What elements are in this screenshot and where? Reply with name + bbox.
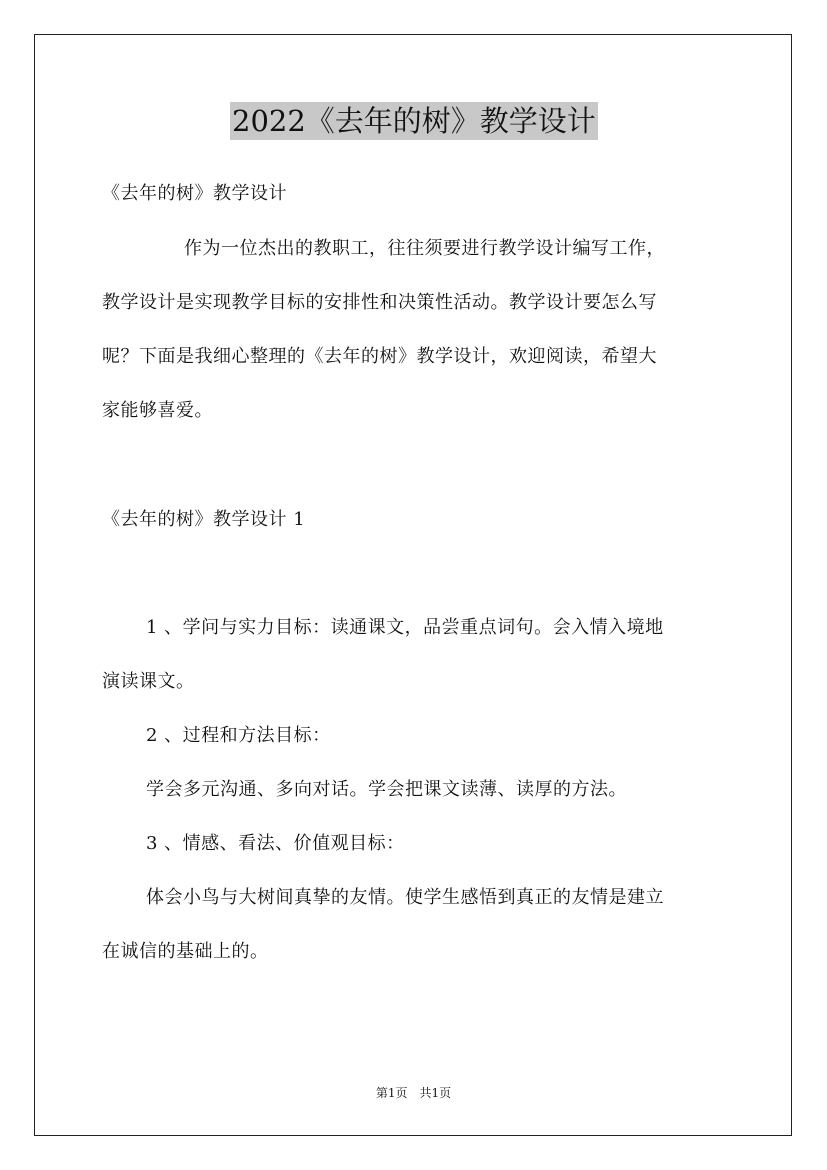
goal1-line: 1 、学问与实力目标：读通课文，品尝重点词句。会入情入境地 — [146, 617, 664, 638]
goal2-text: 学会多元沟通、多向对话。学会把课文读薄、读厚的方法。 — [146, 779, 627, 800]
page-footer: 第1页 共1页 — [375, 1086, 452, 1100]
subtitle: 《去年的树》教学设计 — [102, 183, 287, 204]
section-heading: 《去年的树》教学设计 1 — [102, 509, 306, 530]
intro-line: 家能够喜爱。 — [102, 400, 213, 421]
goal1-line: 演读课文。 — [102, 671, 195, 692]
goal3-line: 体会小鸟与大树间真挚的友情。使学生感悟到真正的友情是建立 — [146, 887, 664, 908]
intro-line: 教学设计是实现教学目标的安排性和决策性活动。教学设计要怎么写 — [102, 292, 657, 313]
goal3-line: 在诚信的基础上的。 — [102, 941, 269, 962]
document-title: 2022《去年的树》教学设计 — [232, 104, 596, 138]
goal2-heading: 2 、过程和方法目标： — [146, 725, 331, 746]
goal3-heading: 3 、情感、看法、价值观目标： — [146, 833, 405, 854]
intro-line: 作为一位杰出的教职工，往往须要进行教学设计编写工作， — [184, 238, 665, 259]
intro-line: 呢？下面是我细心整理的《去年的树》教学设计，欢迎阅读，希望大 — [102, 346, 657, 367]
